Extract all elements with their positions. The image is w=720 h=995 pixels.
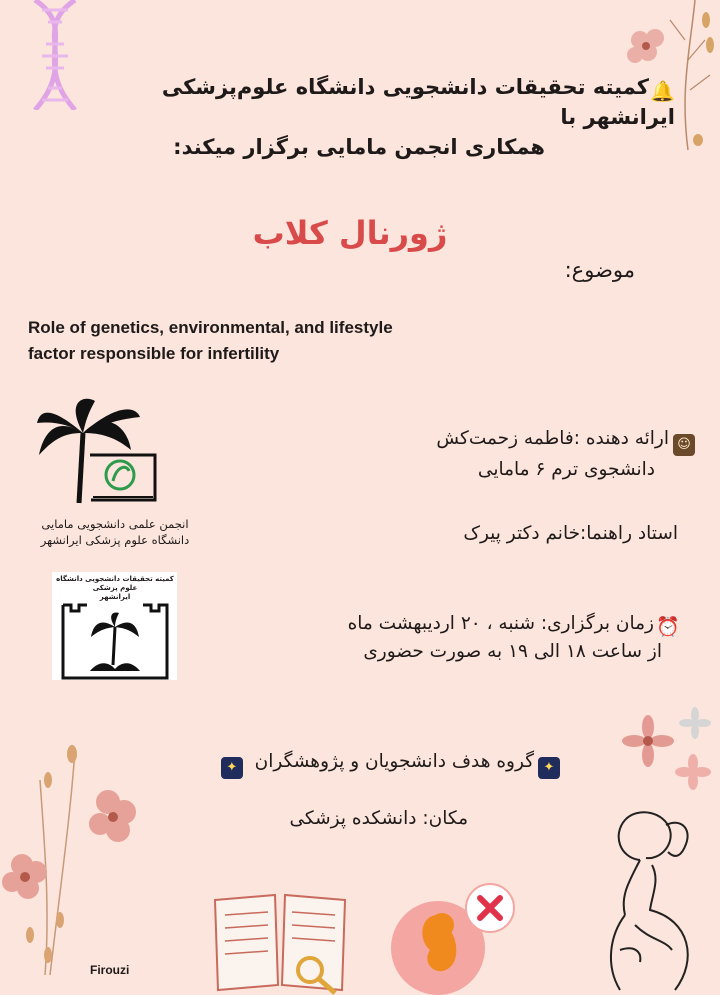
target-group bbox=[150, 748, 560, 779]
night-sky-icon: ✦ bbox=[538, 757, 560, 779]
signature: Firouzi bbox=[90, 963, 130, 977]
supervisor-info: استاد راهنما:خانم دکتر پیرک bbox=[463, 523, 678, 544]
topic-line2: factor responsible for infertility bbox=[28, 344, 280, 363]
location-info: مکان: دانشکده پزشکی bbox=[289, 808, 468, 829]
flower-decoration-bottom-left bbox=[0, 740, 150, 980]
bell-icon: 🔔 bbox=[650, 79, 675, 103]
book-icon bbox=[210, 890, 350, 995]
schedule-line2: از ساعت ۱۸ الی ۱۹ به صورت حضوری bbox=[363, 641, 662, 662]
flower-decoration-right bbox=[615, 705, 720, 795]
topic-text bbox=[28, 315, 498, 367]
palm-tree-logo bbox=[35, 395, 165, 510]
fetus-icon bbox=[390, 880, 520, 995]
presenter-line1: ارائه دهنده :فاطمه زحمت‌کش bbox=[436, 428, 669, 449]
topic-line1: Role of genetics, environmental, and lifestyle bbox=[28, 318, 393, 337]
target-group-text: گروه هدف دانشجویان و پژوهشگران bbox=[254, 751, 534, 772]
schedule-info bbox=[300, 610, 680, 665]
header-line1: کمیته تحقیقات دانشجویی دانشگاه علوم‌پزشکی ایرانشهر با bbox=[161, 75, 675, 129]
logo1-caption bbox=[25, 516, 205, 548]
header-line2: همکاری انجمن مامایی برگزار میکند: bbox=[173, 135, 545, 159]
teacher-icon: ☺ bbox=[673, 434, 695, 456]
alarm-clock-icon: ⏰ bbox=[656, 616, 680, 638]
logo2-line1: کمیته تحقیقات دانشجویی دانشگاه علوم پزشکی bbox=[56, 575, 174, 592]
logo1-line1: انجمن علمی دانشجویی مامایی bbox=[41, 517, 189, 531]
presenter-info bbox=[330, 425, 695, 483]
night-sky-icon-2: ✦ bbox=[221, 757, 243, 779]
topic-label: موضوع: bbox=[564, 258, 635, 282]
logo1-line2: دانشگاه علوم پزشکی ایرانشهر bbox=[40, 533, 190, 547]
pregnant-woman-icon bbox=[580, 800, 715, 995]
logo2-line2: ایرانشهر bbox=[99, 593, 131, 601]
schedule-line1: زمان برگزاری: شنبه ، ۲۰ اردیبهشت ماه bbox=[347, 613, 654, 634]
castle-palm-icon bbox=[55, 595, 175, 680]
event-title: ژورنال کلاب bbox=[252, 214, 448, 252]
presenter-line2: دانشجوی ترم ۶ مامایی bbox=[477, 459, 655, 480]
